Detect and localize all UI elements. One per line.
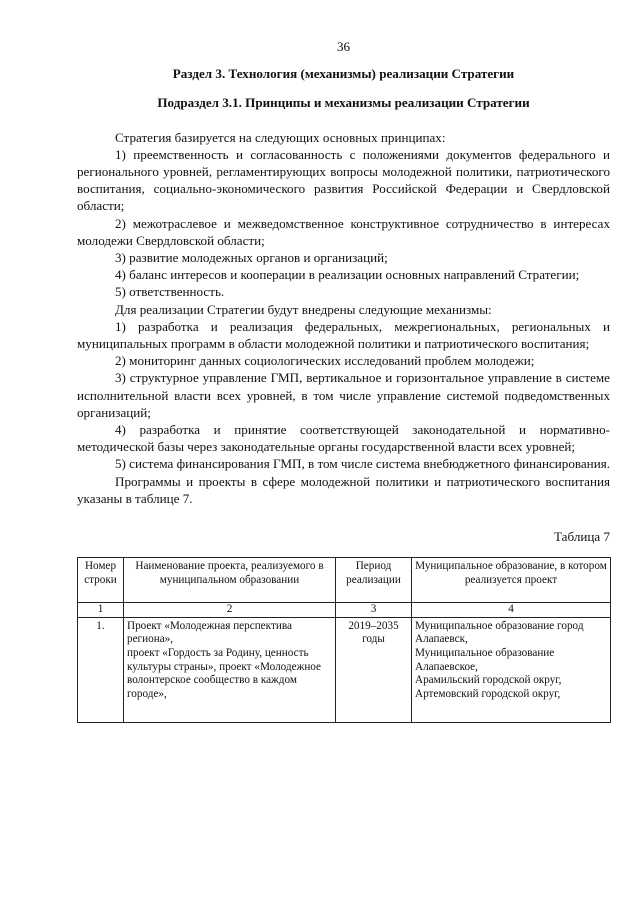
municipality-line: Муниципальное образование город Алапаевск, (415, 619, 584, 646)
table-caption: Таблица 7 (554, 529, 610, 545)
row-number-cell: 1. (78, 617, 124, 722)
subsection-title: Подраздел 3.1. Принципы и механизмы реализации Стратегии (157, 95, 530, 111)
table-row (78, 617, 611, 722)
municipality-line: Арамильский городской округ, (415, 674, 562, 687)
header-period: Период реализации (336, 558, 412, 603)
paragraph-principles-intro: Стратегия базируется на следующих основных принципах: (115, 129, 446, 145)
paragraph-mechanism-2: 2) мониторинг данных социологических исследований проблем молодежи; (115, 353, 535, 369)
header-project-name: Наименование проекта, реализуемого в муниципальном образовании (124, 558, 336, 603)
paragraph-principle-1: 1) преемственность и согласованность с положениями документов федерального и регионального уровней, регламентирующих вопросы молодежной политики, патриотического воспитания, социально-экономического развития Российской Федерации и Свердловской области; (77, 146, 610, 214)
table-column-numbers-row (78, 603, 611, 618)
period-cell: 2019–2035 годы (336, 617, 412, 722)
column-number: 1 (78, 603, 124, 618)
section-title: Раздел 3. Технология (механизмы) реализации Стратегии (172, 66, 515, 82)
municipality-line: Муниципальное образование Алапаевское, (415, 647, 555, 673)
project-line: проект «Гордость за Родину, ценность культуры страны», проект «Молодежное волонтерское сообщество в каждом городе», (127, 647, 322, 700)
paragraph-mechanism-4: 4) разработка и принятие соответствующей законодательной и нормативно-методической базы через законодательные органы государственной власти всех уровней; (77, 422, 610, 455)
header-municipality: Муниципальное образование, в котором реализуется проект (412, 558, 611, 603)
body-text (77, 129, 610, 507)
paragraph-mechanism-1: 1) разработка и реализация федеральных, межрегиональных, региональных и муниципальных программ в области молодежной политики и патриотического воспитания; (77, 318, 610, 352)
paragraph-principle-4: 4) баланс интересов и кооперации в реализации основных направлений Стратегии; (115, 267, 580, 283)
column-number: 2 (124, 603, 336, 618)
project-name-cell (124, 617, 336, 722)
paragraph-table-reference: Программы и проекты в сфере молодежной политики и патриотического воспитания указаны в таблице 7. (77, 473, 610, 506)
paragraph-mechanism-5: 5) система финансирования ГМП, в том числе система внебюджетного финансирования. (115, 456, 610, 472)
projects-table (77, 557, 611, 723)
page-number: 36 (336, 39, 351, 54)
paragraph-principle-5: 5) ответственность. (115, 284, 225, 300)
municipality-line: Артемовский городской округ, (415, 687, 561, 700)
municipality-cell (412, 617, 611, 722)
paragraph-mechanism-3: 3) структурное управление ГМП, вертикальное и горизонтальное управление в системе исполнительной власти всех уровней, в том числе управление системой подведомственных организаций; (77, 370, 610, 420)
column-number: 4 (412, 603, 611, 618)
paragraph-mechanisms-intro: Для реализации Стратегии будут внедрены следующие механизмы: (115, 301, 492, 317)
column-number: 3 (336, 603, 412, 618)
paragraph-principle-2: 2) межотраслевое и межведомственное конструктивное сотрудничество в интересах молодежи Свердловской области; (77, 215, 610, 248)
paragraph-principle-3: 3) развитие молодежных органов и организаций; (115, 250, 388, 266)
table-header-row (78, 558, 611, 603)
project-line: Проект «Молодежная перспектива региона», (127, 619, 292, 646)
header-row-number: Номер строки (78, 558, 124, 603)
